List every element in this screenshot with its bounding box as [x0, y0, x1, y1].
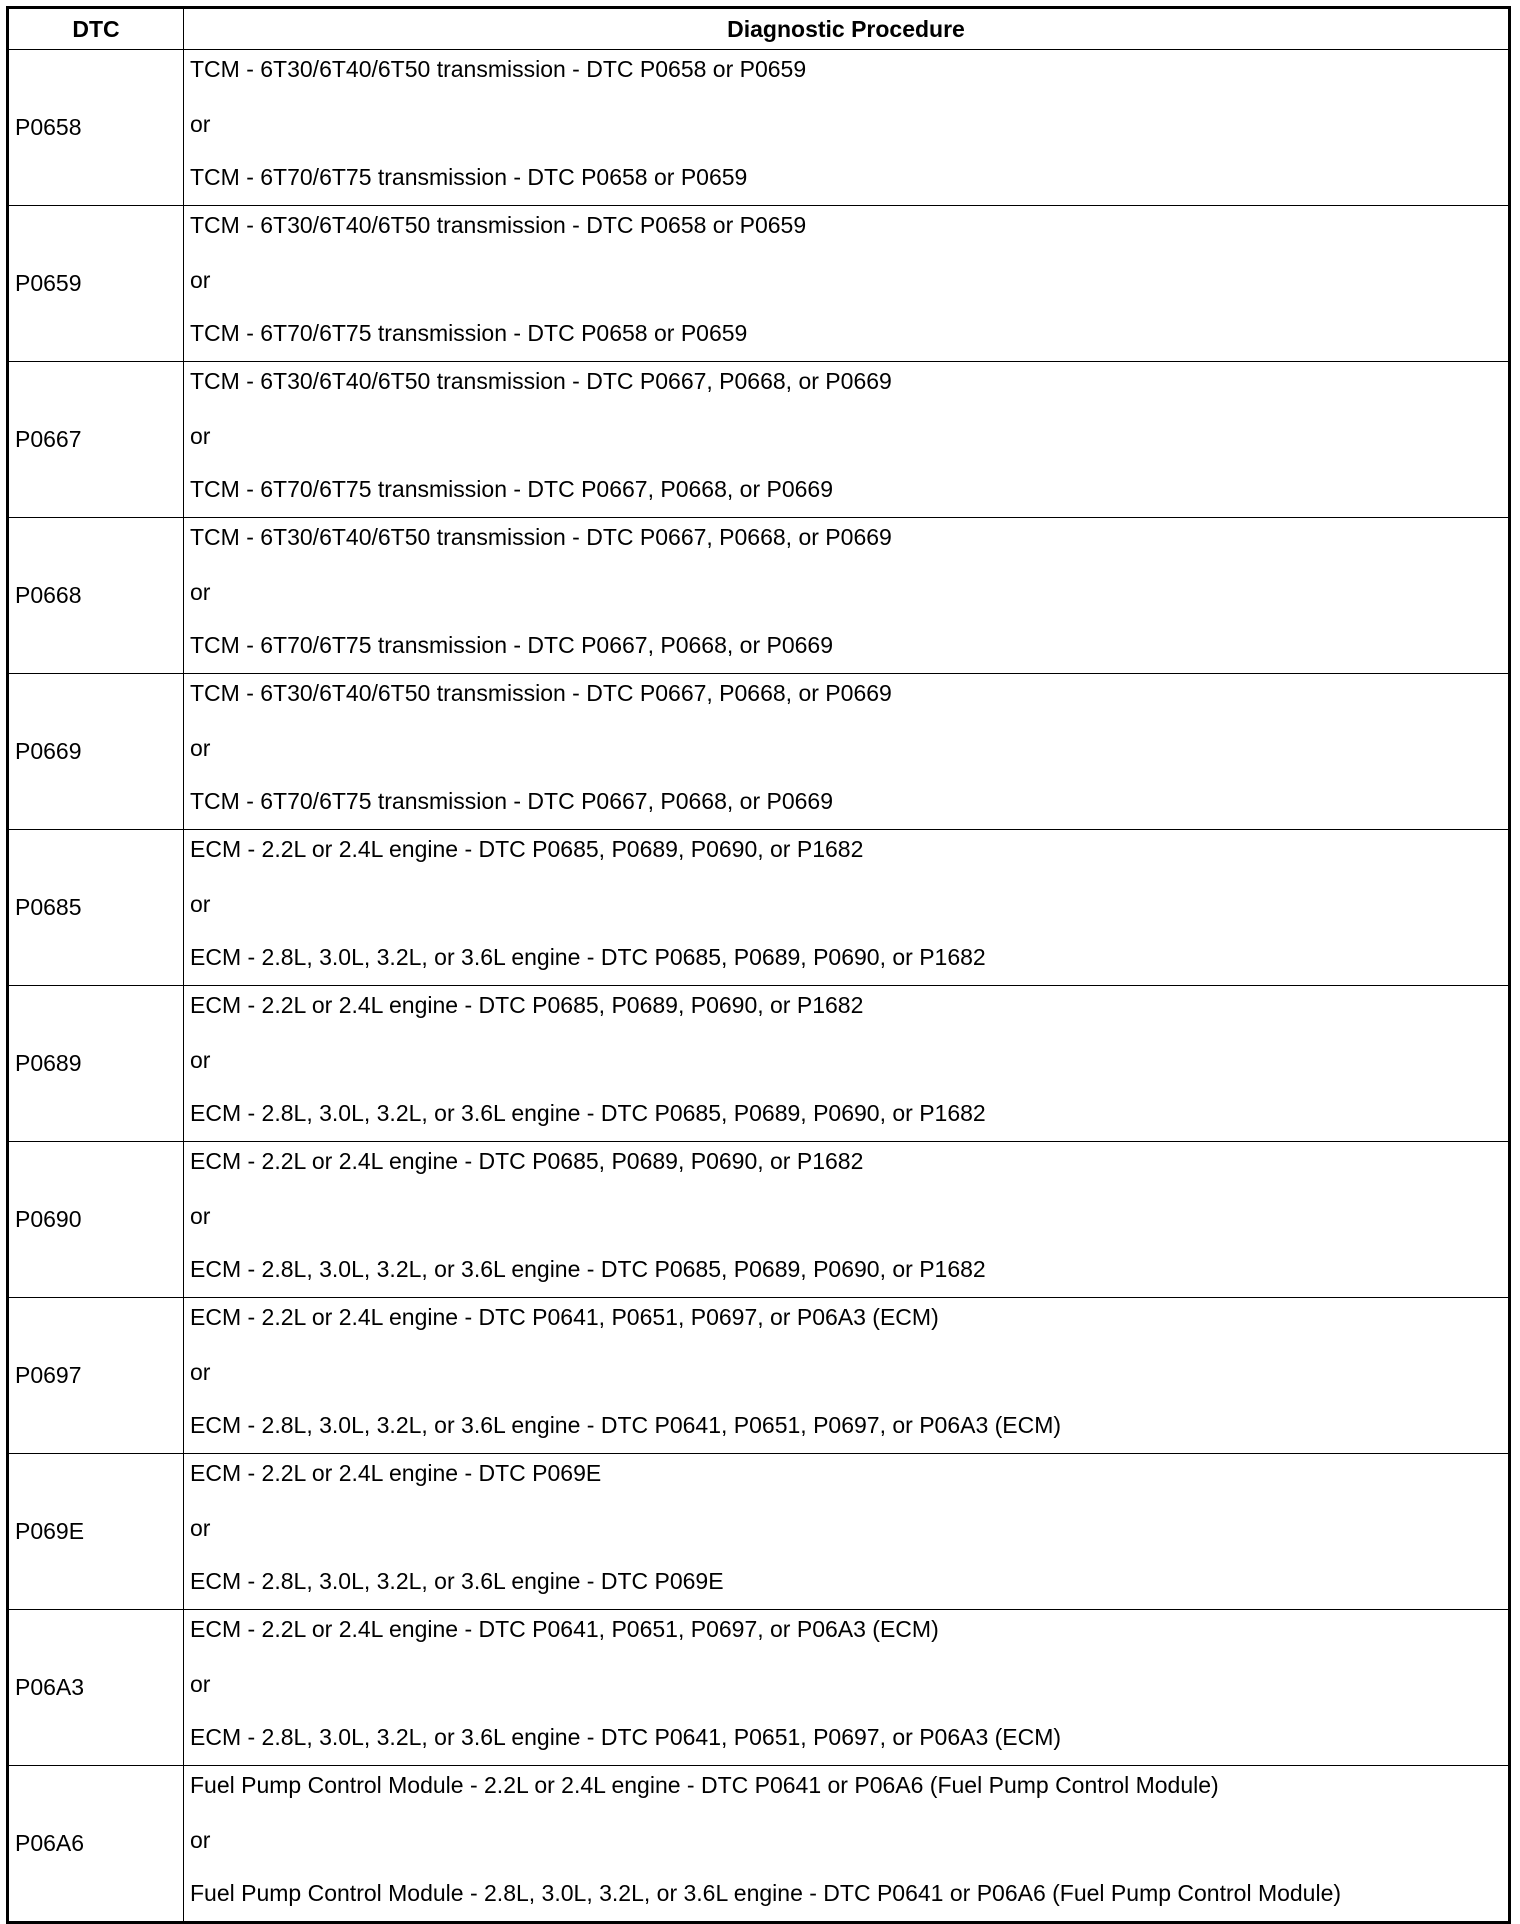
dtc-code: P0690 [8, 1142, 184, 1298]
dtc-code: P0668 [8, 518, 184, 674]
procedure-link-primary[interactable]: ECM - 2.2L or 2.4L engine - DTC P0641, P0651, P0697, or P06A3 (ECM) [190, 1616, 939, 1642]
procedure-link-primary[interactable]: ECM - 2.2L or 2.4L engine - DTC P0641, P0651, P0697, or P06A3 (ECM) [190, 1304, 939, 1330]
procedure-or-separator: or [190, 735, 211, 761]
procedure-cell [184, 674, 1510, 830]
procedure-link-primary[interactable]: ECM - 2.2L or 2.4L engine - DTC P0685, P0689, P0690, or P1682 [190, 992, 864, 1018]
column-header-dtc: DTC [8, 8, 184, 50]
procedure-cell [184, 1610, 1510, 1766]
procedure-or-separator: or [190, 1203, 211, 1229]
procedure-link-primary[interactable]: TCM - 6T30/6T40/6T50 transmission - DTC P0667, P0668, or P0669 [190, 680, 892, 706]
procedure-link-alternate[interactable]: Fuel Pump Control Module - 2.8L, 3.0L, 3.2L, or 3.6L engine - DTC P0641 or P06A6 (Fuel Pump Control Module) [190, 1880, 1342, 1906]
procedure-link-alternate[interactable]: ECM - 2.8L, 3.0L, 3.2L, or 3.6L engine - DTC P069E [190, 1568, 724, 1594]
procedure-link-primary[interactable]: Fuel Pump Control Module - 2.2L or 2.4L engine - DTC P0641 or P06A6 (Fuel Pump Control Module) [190, 1772, 1219, 1798]
dtc-code: P0697 [8, 1298, 184, 1454]
dtc-code: P0669 [8, 674, 184, 830]
procedure-or-separator: or [190, 579, 211, 605]
procedure-link-alternate[interactable]: TCM - 6T70/6T75 transmission - DTC P0658 or P0659 [190, 320, 748, 346]
procedure-cell [184, 362, 1510, 518]
table-row [8, 362, 1510, 518]
procedure-or-separator: or [190, 891, 211, 917]
procedure-cell [184, 986, 1510, 1142]
dtc-code: P0685 [8, 830, 184, 986]
procedure-or-separator: or [190, 423, 211, 449]
dtc-code: P0667 [8, 362, 184, 518]
table-row [8, 518, 1510, 674]
procedure-link-alternate[interactable]: ECM - 2.8L, 3.0L, 3.2L, or 3.6L engine - DTC P0685, P0689, P0690, or P1682 [190, 1100, 986, 1126]
procedure-link-alternate[interactable]: ECM - 2.8L, 3.0L, 3.2L, or 3.6L engine - DTC P0641, P0651, P0697, or P06A3 (ECM) [190, 1412, 1062, 1438]
table-body [8, 50, 1510, 1923]
dtc-code: P0658 [8, 50, 184, 206]
dtc-code: P06A3 [8, 1610, 184, 1766]
procedure-link-primary[interactable]: TCM - 6T30/6T40/6T50 transmission - DTC P0667, P0668, or P0669 [190, 368, 892, 394]
procedure-cell [184, 830, 1510, 986]
procedure-link-primary[interactable]: ECM - 2.2L or 2.4L engine - DTC P0685, P0689, P0690, or P1682 [190, 836, 864, 862]
procedure-or-separator: or [190, 267, 211, 293]
table-row [8, 1142, 1510, 1298]
dtc-code: P0689 [8, 986, 184, 1142]
procedure-cell [184, 1142, 1510, 1298]
procedure-link-alternate[interactable]: TCM - 6T70/6T75 transmission - DTC P0667, P0668, or P0669 [190, 476, 834, 502]
procedure-link-primary[interactable]: ECM - 2.2L or 2.4L engine - DTC P0685, P0689, P0690, or P1682 [190, 1148, 864, 1174]
procedure-cell [184, 1298, 1510, 1454]
procedure-or-separator: or [190, 111, 211, 137]
table-row [8, 1298, 1510, 1454]
procedure-cell [184, 1454, 1510, 1610]
procedure-or-separator: or [190, 1515, 211, 1541]
dtc-code: P0659 [8, 206, 184, 362]
procedure-link-alternate[interactable]: ECM - 2.8L, 3.0L, 3.2L, or 3.6L engine - DTC P0685, P0689, P0690, or P1682 [190, 944, 986, 970]
procedure-link-primary[interactable]: TCM - 6T30/6T40/6T50 transmission - DTC P0658 or P0659 [190, 56, 807, 82]
table-row [8, 1766, 1510, 1923]
procedure-or-separator: or [190, 1671, 211, 1697]
table-row [8, 1610, 1510, 1766]
procedure-or-separator: or [190, 1047, 211, 1073]
procedure-link-alternate[interactable]: TCM - 6T70/6T75 transmission - DTC P0658 or P0659 [190, 164, 748, 190]
procedure-cell [184, 206, 1510, 362]
procedure-link-primary[interactable]: ECM - 2.2L or 2.4L engine - DTC P069E [190, 1460, 602, 1486]
table-row [8, 206, 1510, 362]
procedure-cell [184, 518, 1510, 674]
procedure-link-alternate[interactable]: ECM - 2.8L, 3.0L, 3.2L, or 3.6L engine - DTC P0685, P0689, P0690, or P1682 [190, 1256, 986, 1282]
procedure-or-separator: or [190, 1827, 211, 1853]
table-row [8, 1454, 1510, 1610]
procedure-link-primary[interactable]: TCM - 6T30/6T40/6T50 transmission - DTC P0658 or P0659 [190, 212, 807, 238]
table-row [8, 50, 1510, 206]
procedure-link-alternate[interactable]: ECM - 2.8L, 3.0L, 3.2L, or 3.6L engine - DTC P0641, P0651, P0697, or P06A3 (ECM) [190, 1724, 1062, 1750]
dtc-table [6, 6, 1511, 1924]
procedure-link-alternate[interactable]: TCM - 6T70/6T75 transmission - DTC P0667, P0668, or P0669 [190, 788, 834, 814]
procedure-or-separator: or [190, 1359, 211, 1385]
procedure-cell [184, 50, 1510, 206]
procedure-cell [184, 1766, 1510, 1923]
procedure-link-alternate[interactable]: TCM - 6T70/6T75 transmission - DTC P0667, P0668, or P0669 [190, 632, 834, 658]
table-row [8, 674, 1510, 830]
table-row [8, 986, 1510, 1142]
column-header-procedure: Diagnostic Procedure [184, 8, 1510, 50]
dtc-code: P06A6 [8, 1766, 184, 1923]
table-row [8, 830, 1510, 986]
dtc-code: P069E [8, 1454, 184, 1610]
procedure-link-primary[interactable]: TCM - 6T30/6T40/6T50 transmission - DTC P0667, P0668, or P0669 [190, 524, 892, 550]
dtc-table-container [6, 6, 1511, 1924]
